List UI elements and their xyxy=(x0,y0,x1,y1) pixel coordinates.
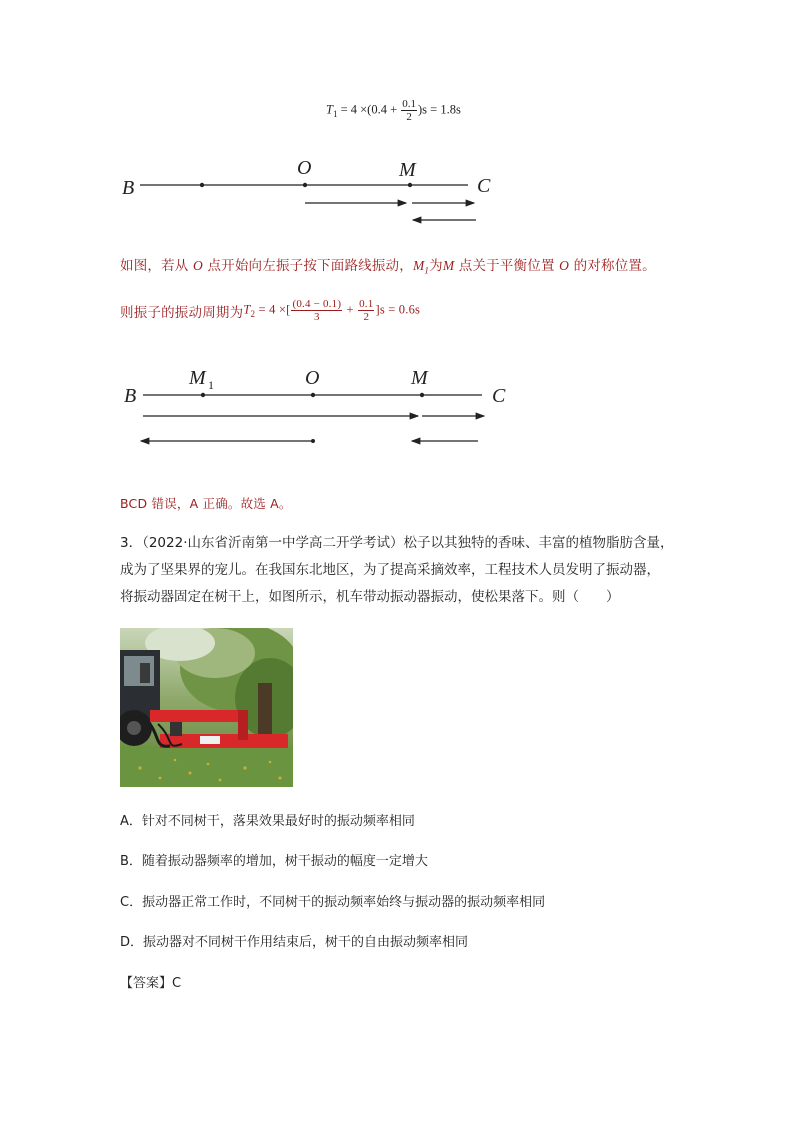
exp1-d: 点关于平衡位置 xyxy=(454,258,560,274)
formula-t1-num: 0.1 xyxy=(402,98,417,110)
question-3-line-2: 成为了坚果界的宠儿。在我国东北地区，为了提高采摘效率，工程技术人员发明了振动器， xyxy=(120,562,660,578)
explanation-line-2 xyxy=(120,298,420,323)
diagram2-label-m1-sub: 1 xyxy=(208,378,214,392)
answer xyxy=(120,972,181,991)
formula-t2-symbol: T xyxy=(243,302,251,317)
tree-shaker-photo xyxy=(120,628,293,787)
formula-t2-b: = 4 ×[ xyxy=(255,302,291,317)
formula-t1 xyxy=(326,98,461,123)
formula-t2 xyxy=(243,298,420,323)
diagram1-point-m xyxy=(408,183,412,187)
diagram2-point-m xyxy=(420,393,424,397)
formula-t2-sub: 2 xyxy=(250,308,256,319)
exp1-b: 点开始向左振子按下面路线振动， xyxy=(202,258,413,274)
option-c: C．振动器正常工作时，不同树干的振动频率始终与振动器的振动频率相同 xyxy=(120,895,546,910)
diagram1-label-b: B xyxy=(122,177,135,199)
question-3-line-3: 将振动器固定在树干上，如图所示，机车带动振动器振动，使松果落下。则（ ） xyxy=(120,589,620,605)
formula-t2-den2: 2 xyxy=(363,311,370,323)
option-b: B．随着振动器频率的增加，树干振动的幅度一定增大 xyxy=(120,854,428,869)
diagram2-label-m1: M xyxy=(189,367,206,389)
exp1-o: O xyxy=(193,258,203,273)
exp1-o2: O xyxy=(559,258,570,273)
explanation-conclusion: BCD 错误，A 正确。故选 A。 xyxy=(120,496,292,511)
diagram2-label-m: M xyxy=(411,367,428,389)
diagram2-point-o xyxy=(311,393,315,397)
answer-label: 【答案】 xyxy=(120,976,173,991)
diagram1-point-left xyxy=(200,183,204,187)
option-d: D．振动器对不同树干作用结束后，树干的自由振动频率相同 xyxy=(120,935,469,950)
exp1-e: 的对称位置。 xyxy=(569,258,656,274)
formula-t2-c: ]s = 0.6s xyxy=(375,302,421,317)
diagram1-label-o: O xyxy=(297,157,312,179)
question-3 xyxy=(120,530,674,611)
option-a: A．针对不同树干，落果效果最好时的振动频率相同 xyxy=(120,814,415,829)
exp2-a: 则振子的振动周期为 xyxy=(120,304,244,321)
formula-t1-post: )s = 1.8s xyxy=(418,102,461,117)
exp1-a: 如图，若从 xyxy=(120,258,193,274)
diagram2-label-b: B xyxy=(124,385,137,407)
explanation-line-1 xyxy=(120,254,656,276)
diagram1-label-c: C xyxy=(477,175,491,197)
question-3-line-1: 3．（2022·山东省沂南第一中学高二开学考试）松子以其独特的香味、丰富的植物脂肪含量， xyxy=(120,535,674,551)
exp1-c: 为 xyxy=(429,258,443,274)
answer-value: C xyxy=(172,976,182,991)
formula-t2-frac1 xyxy=(291,298,342,323)
oscillation-diagram-1 xyxy=(110,150,510,230)
diagram2-label-c: C xyxy=(492,385,506,407)
formula-t1-symbol: T xyxy=(326,102,333,117)
formula-t2-num1: (0.4 − 0.1) xyxy=(292,298,342,310)
formula-t2-num2: 0.1 xyxy=(359,298,374,310)
formula-t1-pre: = 4 ×(0.4 + xyxy=(337,102,401,117)
oscillation-diagram-2 xyxy=(110,360,530,455)
formula-t1-fraction xyxy=(401,98,417,123)
exp1-m1-sub: 1 xyxy=(424,265,430,276)
diagram1-point-o xyxy=(303,183,307,187)
diagram2-label-o: O xyxy=(305,367,320,389)
diagram2-point-m1 xyxy=(201,393,205,397)
exp1-m: M xyxy=(442,258,455,273)
formula-t1-den: 2 xyxy=(406,111,412,123)
exp1-m1: M xyxy=(412,258,425,273)
diagram2-arrow-o-start xyxy=(311,439,315,443)
formula-t1-sub: 1 xyxy=(332,108,338,119)
diagram1-label-m: M xyxy=(399,159,416,181)
formula-t2-den1: 3 xyxy=(313,311,320,323)
formula-t2-plus: + xyxy=(343,302,358,317)
formula-t2-frac2 xyxy=(358,298,374,323)
